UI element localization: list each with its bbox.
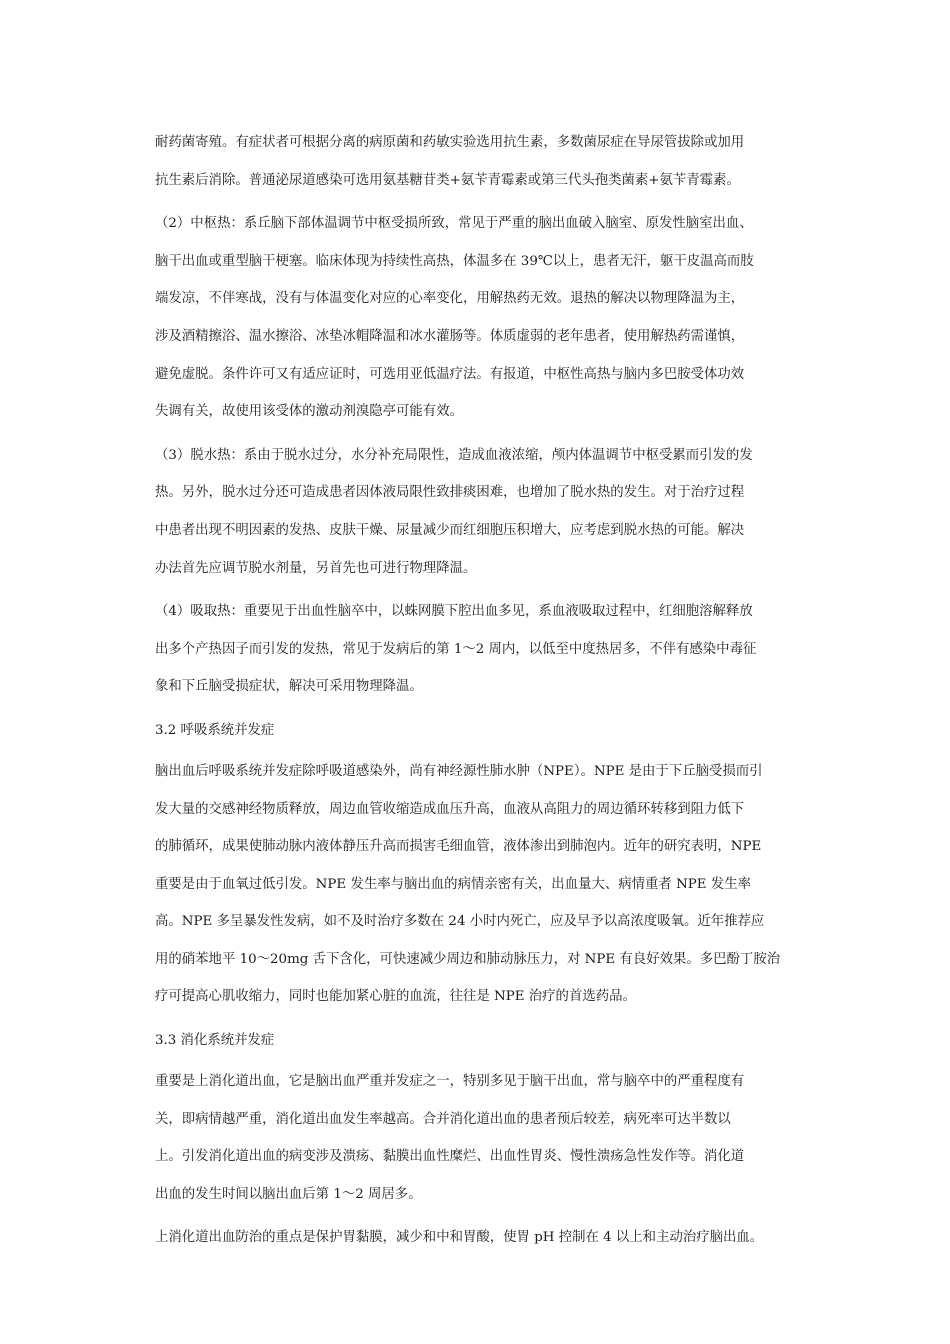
text-line: 抗生素后消除。普通泌尿道感染可选用氨基糖苷类+氨苄青霉素或第三代头孢类菌素+氨苄青霉素。 [155, 172, 740, 188]
text-line: （4）吸取热：重要见于出血性脑卒中，以蛛网膜下腔出血多见，系血液吸取过程中，红细胞溶解释放 [155, 604, 753, 620]
text-line: 失调有关，故使用该受体的激动剂溴隐亭可能有效。 [155, 404, 463, 420]
text-line: 避免虚脱。条件许可又有适应证时，可选用亚低温疗法。有报道，中枢性高热与脑内多巴胺受体功效 [155, 366, 745, 382]
paragraph [155, 205, 795, 431]
paragraph [155, 437, 795, 587]
text-line: 上。引发消化道出血的病变涉及溃疡、黏膜出血性糜烂、出血性胃炎、慢性溃疡急性发作等。消化道 [155, 1149, 745, 1165]
text-line: 办法首先应调节脱水剂量，另首先也可进行物理降温。 [155, 560, 477, 576]
text-line: 上消化道出血防治的重点是保护胃黏膜，减少和中和胃酸，使胃 pH 控制在 4 以上和主动治疗脑出血。 [155, 1230, 764, 1246]
text-line: 重要是由于血氧过低引发。NPE 发生率与脑出血的病情亲密有关，出血量大、病情重者 NPE 发生率 [155, 876, 752, 892]
text-line: 关，即病情越严重，消化道出血发生率越高。合并消化道出血的患者预后较差，病死率可达半数以 [155, 1111, 731, 1127]
text-line: （2）中枢热：系丘脑下部体温调节中枢受损所致，常见于严重的脑出血破入脑室、原发性脑室出血、 [155, 216, 753, 232]
section-heading [155, 1022, 795, 1059]
text-line: 中患者出现不明因素的发热、皮肤干燥、尿量减少而红细胞压积增大，应考虑到脱水热的可能。解决 [155, 522, 745, 538]
text-line: 端发凉，不伴寒战，没有与体温变化对应的心率变化，用解热药无效。退热的解决以物理降温为主， [155, 291, 745, 307]
text-line: 象和下丘脑受损症状，解决可采用物理降温。 [155, 679, 423, 695]
text-line: 发大量的交感神经物质释放，周边血管收缩造成血压升高，血液从高阻力的周边循环转移到阻力低下 [155, 801, 745, 817]
text-line: 重要是上消化道出血，它是脑出血严重并发症之一，特别多见于脑干出血，常与脑卒中的严重程度有 [155, 1074, 745, 1090]
document-page [155, 124, 795, 1263]
text-line: （3）脱水热：系由于脱水过分，水分补充局限性，造成血液浓缩，颅内体温调节中枢受累而引发的发 [155, 447, 753, 463]
text-line: 涉及酒精擦浴、温水擦浴、冰垫冰帽降温和冰水灌肠等。体质虚弱的老年患者，使用解热药需谨慎， [155, 328, 745, 344]
section-heading [155, 712, 795, 749]
text-line: 脑出血后呼吸系统并发症除呼吸道感染外，尚有神经源性肺水肿（NPE）。NPE 是由于下丘脑受损而引 [155, 763, 763, 779]
text-line: 出多个产热因子而引发的发热，常见于发病后的第 1～2 周内，以低至中度热居多，不伴有感染中毒征 [155, 641, 757, 657]
paragraph [155, 1063, 795, 1213]
text-line: 的肺循环，成果使肺动脉内液体静压升高而损害毛细血管，液体渗出到肺泡内。近年的研究表明，NPE [155, 839, 762, 855]
text-line: 用的硝苯地平 10～20mg 舌下含化，可快速减少周边和肺动脉压力，对 NPE 有良好效果。多巴酚丁胺治 [155, 951, 781, 967]
text-line: 出血的发生时间以脑出血后第 1～2 周居多。 [155, 1186, 422, 1202]
paragraph [155, 593, 795, 706]
paragraph [155, 753, 795, 1016]
paragraph [155, 124, 795, 199]
paragraph [155, 1219, 795, 1257]
text-line: 3.2 呼吸系统并发症 [155, 722, 275, 738]
text-line: 3.3 消化系统并发症 [155, 1033, 275, 1049]
text-line: 疗可提高心肌收缩力，同时也能加紧心脏的血流，往往是 NPE 治疗的首选药品。 [155, 989, 636, 1005]
text-line: 耐药菌寄殖。有症状者可根据分离的病原菌和药敏实验选用抗生素，多数菌尿症在导尿管拔除或加用 [155, 135, 745, 150]
text-line: 热。另外，脱水过分还可造成患者因体液局限性致排痰困难，也增加了脱水热的发生。对于治疗过程 [155, 485, 745, 501]
text-line: 脑干出血或重型脑干梗塞。临床体现为持续性高热，体温多在 39℃以上，患者无汗，躯干皮温高而肢 [155, 253, 754, 269]
text-line: 高。NPE 多呈暴发性发病，如不及时治疗多数在 24 小时内死亡，应及早予以高浓度吸氧。近年推荐应 [155, 914, 765, 930]
